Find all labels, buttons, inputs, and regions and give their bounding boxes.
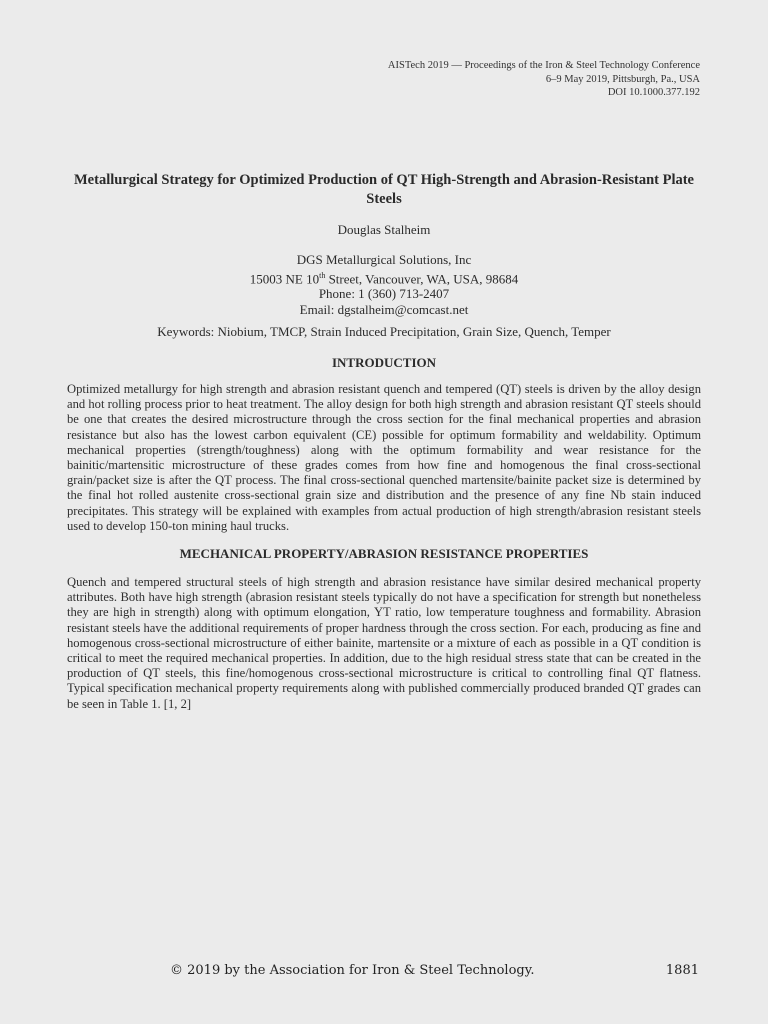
- author-name: Douglas Stalheim: [337, 222, 431, 237]
- keywords: Keywords: Niobium, TMCP, Strain Induced Precipitation, Grain Size, Quench, Temper: [157, 324, 611, 339]
- author-affiliation: [0, 252, 768, 317]
- conference-dates: 6–9 May 2019, Pittsburgh, Pa., USA: [545, 73, 700, 85]
- address-number: 15003 NE 10: [249, 270, 320, 286]
- section-body-mechanical-properties: Quench and tempered structural steels of high strength and abrasion resistance have similar desired mechanical property attributes. Both have high strength (abrasion resistant steels typically do not have a specification for strength but nonetheless they are high in strength) along with optimum elongation, YT ratio, low temperature toughness and formability. Abrasion resistant steels have the additional requirements of proper hardness through the cross section. For each, producing as fine and homogenous cross-sectional microstructure of either bainite, martensite or a mixture of each as possible in a QT condition is critical to meet the required mechanical properties. In addition, due to the high residual stress state that can be created in the production of QT steels, this fine/homogenous cross-sectional microstructure is critical to controlling final QT flatness. Typical specification mechanical property requirements along with published commercially produced branded QT grades can be seen in Table 1. [1, 2]: [67, 575, 701, 711]
- page-number: 1881: [665, 963, 699, 978]
- conference-header: [388, 59, 700, 100]
- affiliation-address: [0, 268, 768, 287]
- section-heading-introduction: INTRODUCTION: [331, 355, 436, 370]
- copyright-footer: © 2019 by the Association for Iron & Steel Technology.: [170, 963, 535, 978]
- affiliation-phone: Phone: 1 (360) 713-2407: [318, 286, 450, 302]
- affiliation-org: DGS Metallurgical Solutions, Inc: [296, 252, 472, 267]
- paper-title: Metallurgical Strategy for Optimized Production of QT High-Strength and Abrasion-Resistant Plate Steels: [74, 172, 694, 207]
- doi: DOI 10.1000.377.192: [607, 87, 700, 98]
- section-heading-mechanical-properties: MECHANICAL PROPERTY/ABRASION RESISTANCE PROPERTIES: [179, 546, 589, 561]
- address-rest: Street, Vancouver, WA, USA, 98684: [325, 270, 519, 286]
- address-ordinal: th: [319, 270, 326, 280]
- conference-name: AISTech 2019 — Proceedings of the Iron & Steel Technology Conference: [387, 60, 700, 71]
- section-body-introduction: Optimized metallurgy for high strength and abrasion resistant quench and tempered (QT) steels is driven by the alloy design and hot rolling process prior to heat treatment. The alloy design for both high strength and abrasion resistant QT steels should be one that creates the desired microstructure through the cross section for the final mechanical properties and abrasion resistance but also has the lowest carbon equivalent (CE) possible for optimum formability and weldability. Optimum mechanical properties (strength/toughness) along with the optimum formability and wear resistance for the bainitic/martensitic microstructure of these grades comes from how fine and homogenous the final cross-sectional grain/packet size is after the QT process. The final cross-sectional quenched martensite/bainite packet size is determined by the final hot rolled austenite cross-sectional grain size and distribution and the presence of any fine Nb stain induced precipitates. This strategy will be explained with examples from actual production of high strength/abrasion resistant steels used to develop 150-ton mining haul trucks.: [67, 382, 701, 533]
- affiliation-email: Email: dgstalheim@comcast.net: [299, 301, 469, 317]
